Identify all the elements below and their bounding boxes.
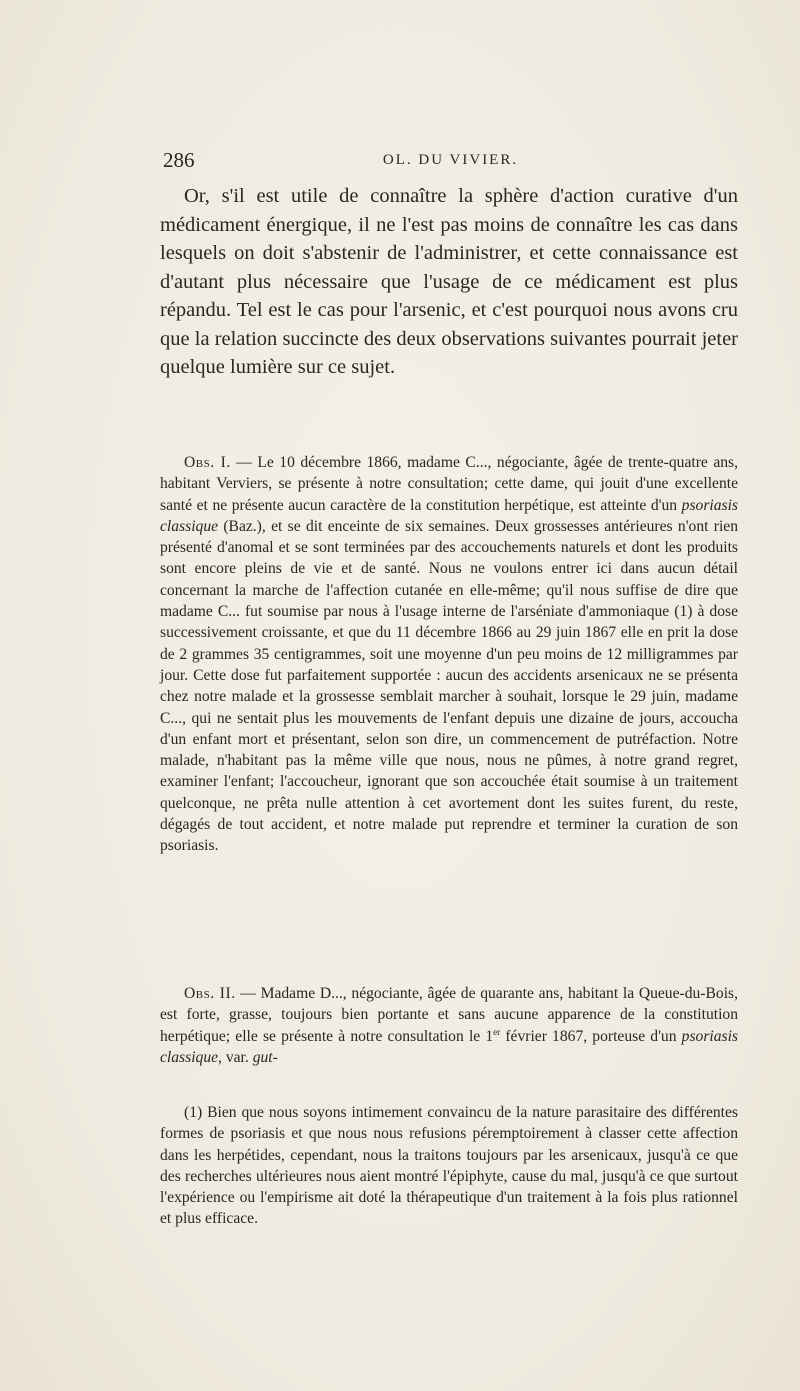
running-head: OL. DU VIVIER. [382,152,519,168]
observation-2-text-b: février 1867, porteuse d'un [500,1027,682,1045]
observation-2-text-c: , var. [218,1048,253,1066]
observation-2-variety: gut- [252,1048,278,1066]
observation-1-paragraph [160,452,738,857]
observation-2-label: Obs. II. [184,985,236,1002]
observation-2-paragraph [160,983,738,1068]
observation-2-superscript: er [493,1026,501,1037]
footnote-text: (1) Bien que nous soyons intimement convaincu de la nature parasitaire des différentes formes de psoriasis et que nous nous refusions péremptoirement à classer cette affection dans les herpétides, cependant, nous la traitons toujours par les arsenicaux, jusqu'à ce que des recherches ultérieures nous aient montré l'épiphyte, cause du mal, jusqu'à ce que surtout l'expérience ou l'empirisme ait doté la thérapeutique d'un traitement à la fois plus rationnel et plus efficace. [160,1104,738,1228]
observation-2-diagnosis: psoriasis classique [160,1027,739,1066]
page-header [163,148,738,178]
footnote [160,1102,738,1230]
page-number: 286 [163,148,195,172]
observation-1-label: Obs. I. [184,454,231,471]
observation-2-text-a: — Madame D..., négociante, âgée de quarante ans, habitant la Queue-du-Bois, est forte, grasse, toujours bien portante et sans aucune apparence de la constitution herpétique; elle se présente à notre consultation le 1 [160,985,738,1045]
observation-1-text-a: — Le 10 décembre 1866, madame C..., négociante, âgée de trente-quatre ans, habitant Verviers, se présente à notre consultation; cette dame, qui jouit d'une excellente santé et ne présente aucun caractère de la constitution herpétique, est atteinte d'un [160,454,738,514]
intro-section [160,182,738,382]
observation-1-text-b: (Baz.), et se dit enceinte de six semaines. Deux grossesses antérieures n'ont rien présenté d'anomal et se sont terminées par des accouchements naturels et dont les produits sont encore pleins de vie et de santé. Nous ne voulons entrer ici dans aucun détail concernant la marche de l'affection cutanée en elle-même; qu'il nous suffise de dire que madame C... fut soumise par nous à l'usage interne de l'arséniate d'ammoniaque (1) à dose successivement croissante, et que du 11 décembre 1866 au 29 juin 1867 elle en prit la dose de 2 grammes 35 centigrammes, soit une moyenne d'un peu moins de 12 milligrammes par jour. Cette dose fut parfaitement supportée : aucun des accidents arsenicaux ne se présenta chez notre malade et la grossesse semblait marcher à souhait, lorsque le 29 juin, madame C..., qui ne sentait plus les mouvements de l'enfant depuis une dizaine de jours, accoucha d'un enfant mort et présentant, selon son dire, un commencement de putréfaction. Notre malade, n'habitant pas la même ville que nous, nous ne pûmes, à notre grand regret, examiner l'enfant; l'accoucheur, ignorant que son accouchée était soumise à un traitement quelconque, ne prêta nulle attention à cet avortement dont les suites furent, du reste, dégagés de tout accident, et notre malade put reprendre et terminer la curation de son psoriasis. [160,517,738,855]
intro-paragraph: Or, s'il est utile de connaître la sphère d'action curative d'un médicament énergique, il ne l'est pas moins de connaître les cas dans lesquels on doit s'abstenir de l'administrer, et cette connaissance est d'autant plus nécessaire que l'usage de ce médicament est plus répandu. Tel est le cas pour l'arsenic, et c'est pourquoi nous avons cru que la relation succincte des deux observations suivantes pourrait jeter quelque lumière sur ce sujet. [160,185,738,378]
observation-1 [160,452,738,857]
observation-1-diagnosis: psoriasis classique [160,496,738,535]
observation-2 [160,983,738,1068]
